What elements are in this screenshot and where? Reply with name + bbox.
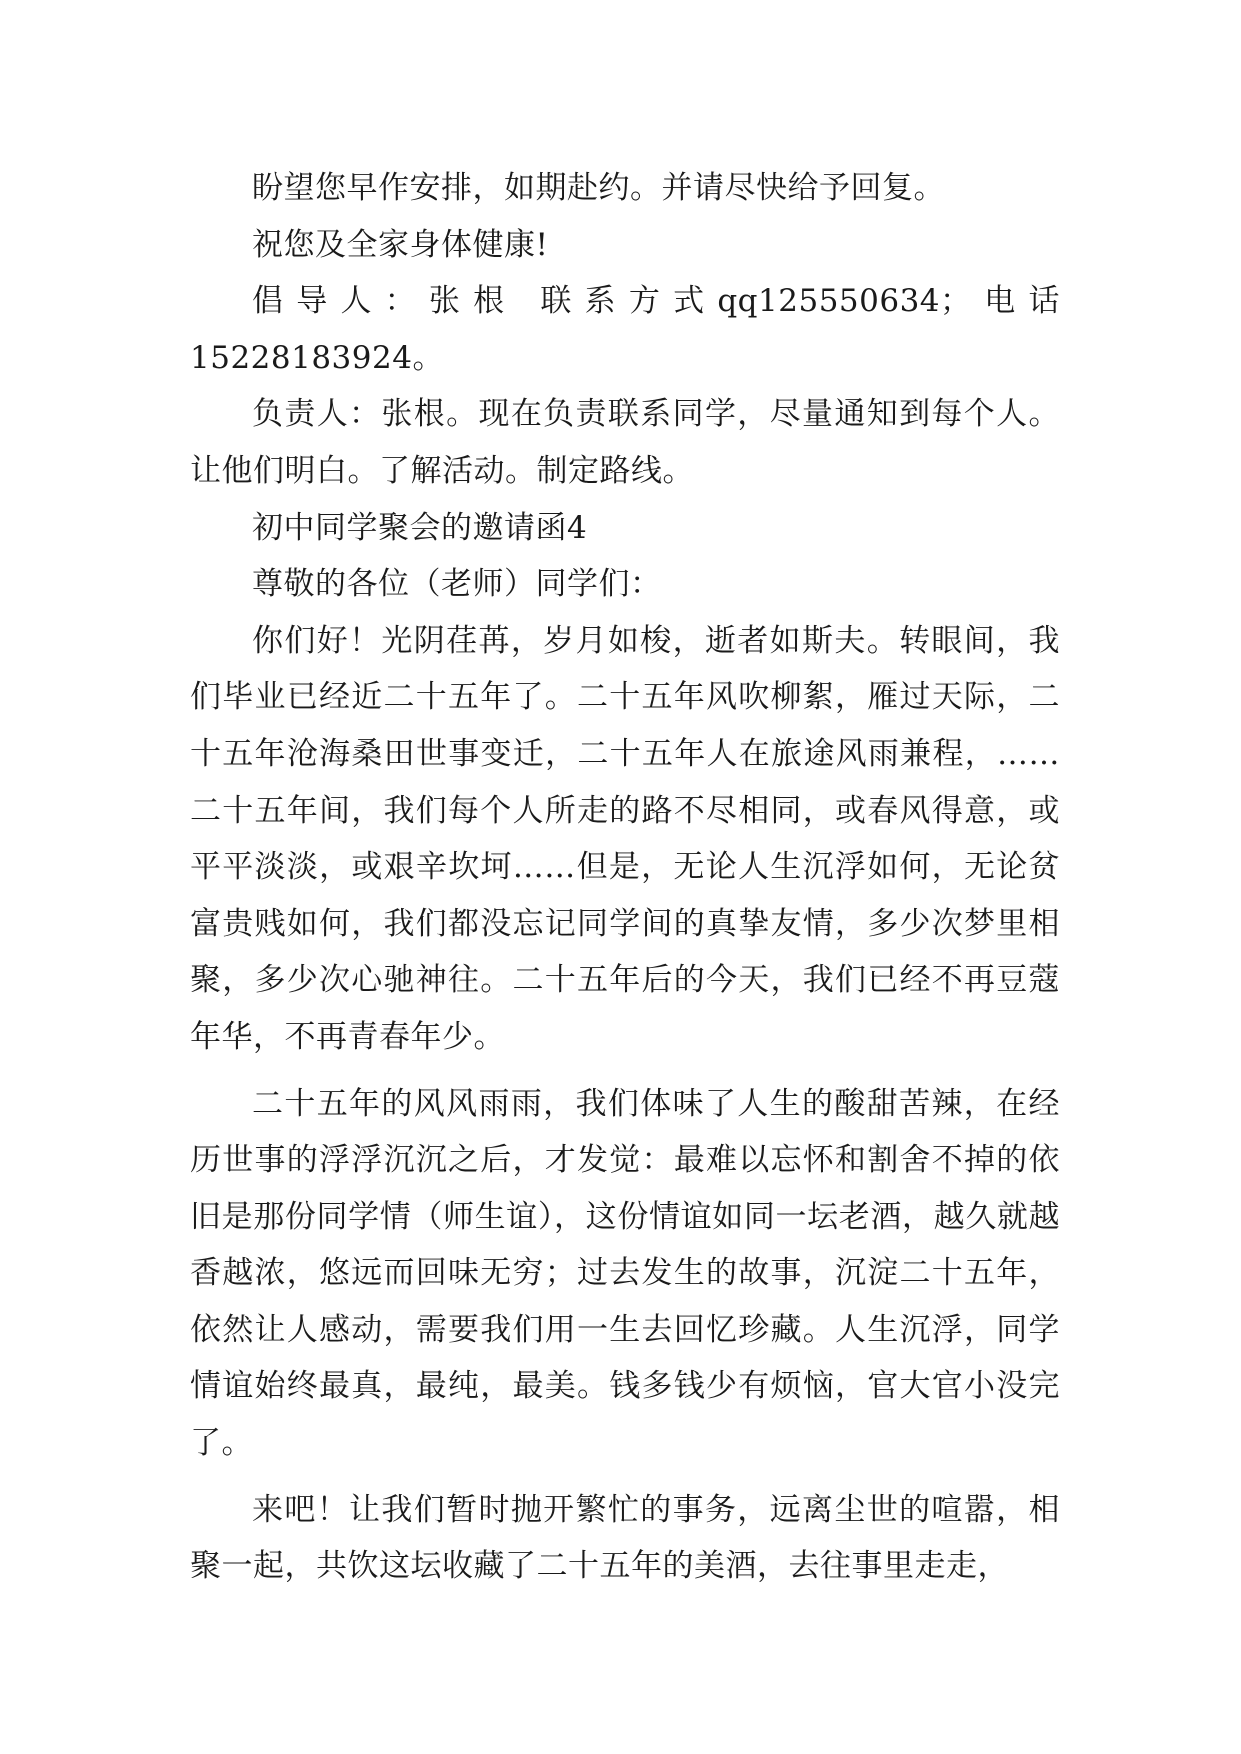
paragraph-memories: 二十五年的风风雨雨，我们体味了人生的酸甜苦辣，在经历世事的浮浮沉沉之后，才发觉：最难以忘怀和割舍不掉的依旧是那份同学情（师生谊），这份情谊如同一坛老酒，越久就越香越浓，悠远而回味无穷；过去发生的故事，沉淀二十五年，依然让人感动，需要我们用一生去回忆珍藏。人生沉浮，同学情谊始终最真，最纯，最美。钱多钱少有烦恼，官大官小没完了。: [190, 1085, 1060, 1462]
salutation: 尊敬的各位（老师）同学们：: [252, 566, 662, 603]
document-page: [190, 160, 1060, 1595]
section-heading: 初中同学聚会的邀请函4: [252, 509, 588, 546]
paragraph-wishes: 祝您及全家身体健康!: [252, 226, 549, 263]
paragraph-greeting: 你们好！光阴荏苒，岁月如梭，逝者如斯夫。转眼间，我们毕业已经近二十五年了。二十五年风吹柳絮，雁过天际，二十五年沧海桑田世事变迁，二十五年人在旅途风雨兼程，……二十五年间，我们每个人所走的路不尽相同，或春风得意，或平平淡淡，或艰辛坎坷……但是，无论人生沉浮如何，无论贫富贵贱如何，我们都没忘记同学间的真挚友情，多少次梦里相聚，多少次心驰神往。二十五年后的今天，我们已经不再豆蔻年华，不再青春年少。: [190, 622, 1060, 1055]
paragraph-arrangement: 盼望您早作安排，如期赴约。并请尽快给予回复。: [252, 170, 945, 206]
paragraph-initiator: 倡导人：张根 联系方式qq125550634；电话15228183924。: [190, 283, 1060, 376]
paragraph-responsible: 负责人：张根。现在负责联系同学，尽量通知到每个人。让他们明白。了解活动。制定路线。: [190, 396, 1060, 489]
paragraph-invitation: 来吧！让我们暂时抛开繁忙的事务，远离尘世的喧嚣，相聚一起，共饮这坛收藏了二十五年的美酒，去往事里走走，: [190, 1491, 1060, 1585]
